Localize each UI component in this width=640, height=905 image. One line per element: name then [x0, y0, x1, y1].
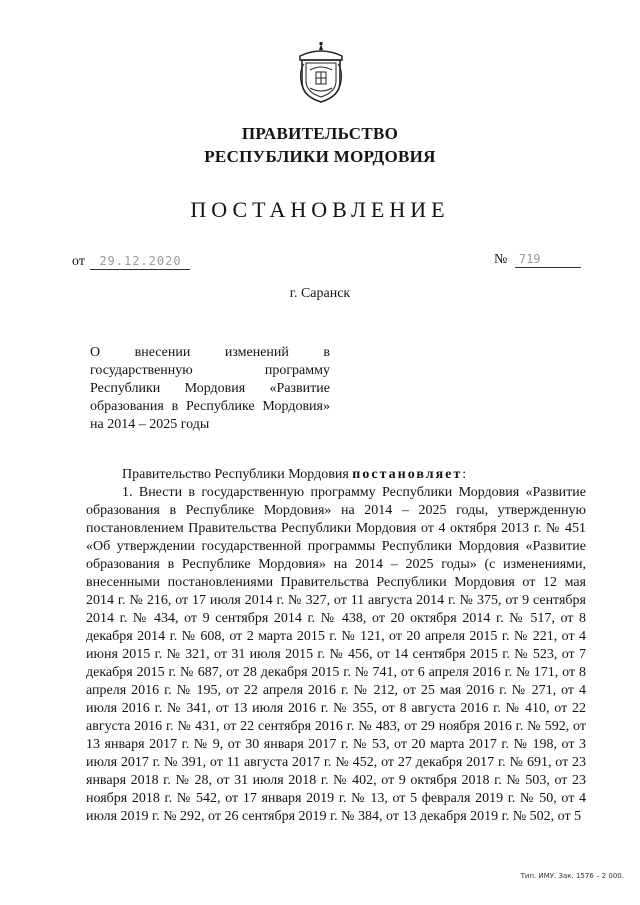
date-field	[72, 254, 190, 270]
city: г. Саранск	[289, 286, 351, 301]
intro-decree-word: постановляет	[352, 467, 463, 482]
intro-paragraph	[86, 466, 586, 484]
clause-1: 1. Внести в государственную программу Республики Мордовия «Развитие образования в Республике Мордовия» на 2014 – 2025 годы, утвержденную постановлением Правительства Республики Мордовия от 4 октября 2013 г. № 451 «Об утверждении государственной программы Республики Мордовия «Развитие образования в Республике Мордовия» на 2014 – 2025 годы» (с изменениями, внесенными постановлениями Правительства Республики Мордовия от 12 мая 2014 г. № 216, от 17 июля 2014 г. № 327, от 11 августа 2014 г. № 375, от 9 сентября 2014 г. № 434, от 9 сентября 2014 г. № 438, от 20 октября 2014 г. № 517, от 8 декабря 2014 г. № 608, от 2 марта 2015 г. № 121, от 20 апреля 2015 г. № 221, от 4 июня 2015 г. № 321, от 31 июля 2015 г. № 456, от 14 сентября 2015 г. № 523, от 7 декабря 2015 г. № 687, от 28 декабря 2015 г. № 741, от 6 апреля 2016 г. № 171, от 8 апреля 2016 г. № 195, от 22 апреля 2016 г. № 212, от 25 мая 2016 г. № 271, от 4 июля 2016 г. № 341, от 13 июля 2016 г. № 355, от 8 августа 2016 г. № 410, от 22 августа 2016 г. № 431, от 22 сентября 2016 г. № 483, от 29 ноября 2016 г. № 592, от 13 января 2017 г. № 9, от 30 января 2017 г. № 53, от 20 марта 2017 г. № 198, от 3 июля 2017 г. № 391, от 11 августа 2017 г. № 452, от 27 декабря 2017 г. № 691, от 23 января 2018 г. № 28, от 31 июля 2018 г. № 402, от 9 октября 2018 г. № 503, от 23 ноября 2018 г. № 542, от 17 января 2019 г. № 13, от 5 февраля 2019 г. № 50, от 4 июля 2019 г. № 292, от 26 сентября 2019 г. № 384, от 13 декабря 2019 г. № 502, от 5	[86, 485, 586, 824]
document-subject: О внесении изменений в государственную программу Республики Мордовия «Развитие образования в Республике Мордовия» на 2014 – 2025 годы	[90, 345, 330, 432]
document-type-title: ПОСТАНОВЛЕНИЕ	[190, 197, 450, 222]
government-title-line-2: РЕСПУБЛИКИ МОРДОВИЯ	[204, 147, 436, 166]
number-field	[494, 252, 581, 268]
date-value: 29.12.2020	[90, 254, 190, 270]
print-imprint: Тип. ИМУ. Зак. 1576 – 2 000.	[520, 872, 624, 880]
government-title-line-1: ПРАВИТЕЛЬСТВО	[241, 124, 399, 143]
intro-colon: :	[462, 467, 467, 482]
number-prefix: №	[494, 252, 508, 267]
number-value: 719	[515, 252, 581, 268]
document-body	[86, 466, 586, 826]
coat-of-arms-icon	[296, 42, 346, 104]
date-prefix: от	[72, 254, 85, 269]
intro-text: Правительство Республики Мордовия	[122, 467, 353, 482]
